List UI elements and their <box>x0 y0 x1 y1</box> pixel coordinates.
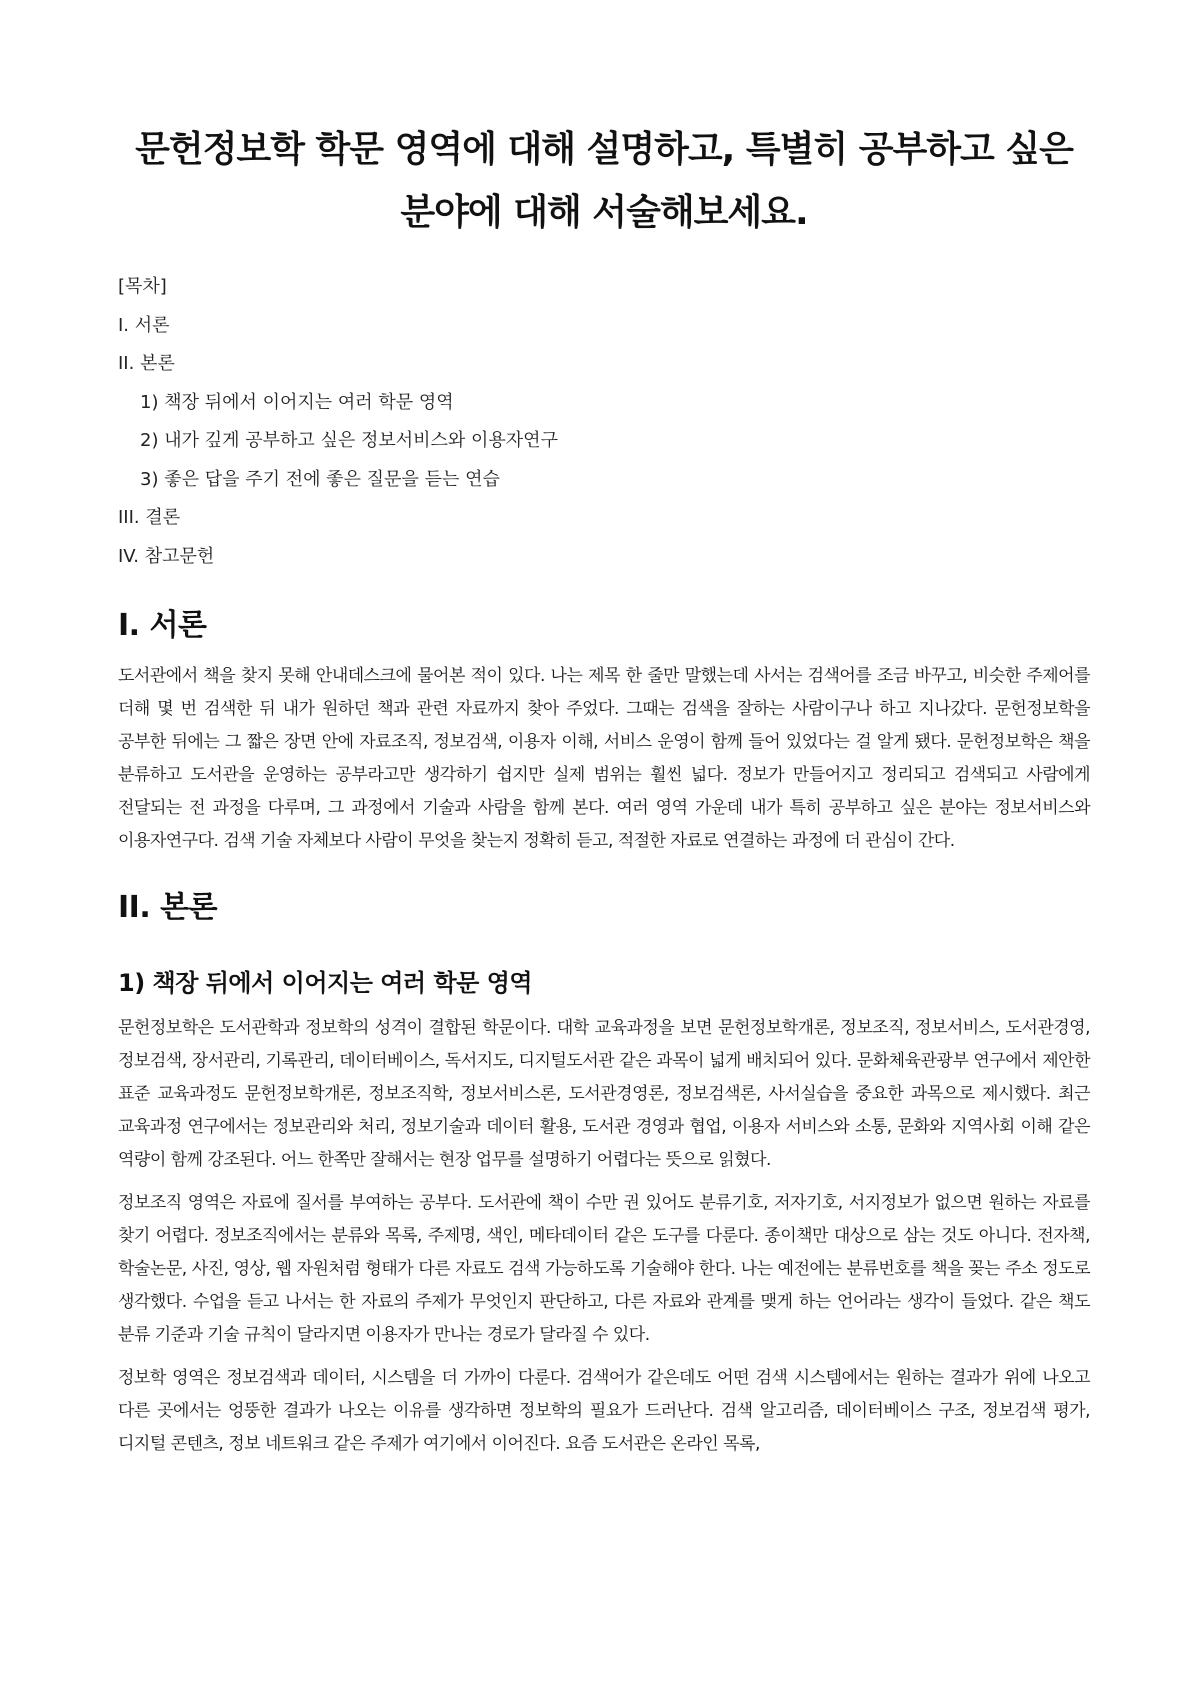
body-sub1-paragraph-3: 정보학 영역은 정보검색과 데이터, 시스템을 더 가까이 다룬다. 검색어가 같은데도 어떤 검색 시스템에서는 원하는 결과가 위에 나오고 다른 곳에서는 엉뚱한 결과가 나오는 이유를 생각하면 정보학의 필요가 드러난다. 검색 알고리즘, 데이터베이스 구조, 정보검색 평가, 디지털 콘텐츠, 정보 네트워크 같은 주제가 여기에서 이어진다. 요즘 도서관은 온라인 목록, <box>118 1368 1090 1454</box>
body-sub1-paragraph-1: 문헌정보학은 도서관학과 정보학의 성격이 결합된 학문이다. 대학 교육과정을 보면 문헌정보학개론, 정보조직, 정보서비스, 도서관경영, 정보검색, 장서관리, 기록관리, 데이터베이스, 독서지도, 디지털도서관 같은 과목이 넓게 배치되어 있다. 문화체육관광부 연구에서 제안한 표준 교육과정도 문헌정보학개론, 정보조직학, 정보서비스론, 도서관경영론, 정보검색론, 사서실습을 중요한 과목으로 제시했다. 최근 교육과정 연구에서는 정보관리와 처리, 정보기술과 데이터 활용, 도서관 경영과 협업, 이용자 서비스와 소통, 문화와 지역사회 이해 같은 역량이 함께 강조된다. 어느 한쪽만 잘해서는 현장 업무를 설명하기 어렵다는 뜻으로 읽혔다. <box>118 1018 1090 1170</box>
toc-item-body: II. 본론 <box>118 353 175 374</box>
intro-heading: I. 서론 <box>118 608 207 643</box>
body-sub1-paragraph-2: 정보조직 영역은 자료에 질서를 부여하는 공부다. 도서관에 책이 수만 권 있어도 분류기호, 저자기호, 서지정보가 없으면 원하는 자료를 찾기 어렵다. 정보조직에서는 분류와 목록, 주제명, 색인, 메타데이터 같은 도구를 다룬다. 종이책만 대상으로 삼는 것도 아니다. 전자책, 학술논문, 사진, 영상, 웹 자원처럼 형태가 다른 자료도 검색 가능하도록 기술해야 한다. 나는 예전에는 분류번호를 책을 꽂는 주소 정도로 생각했다. 수업을 듣고 나서는 한 자료의 주제가 무엇인지 판단하고, 다른 자료와 관계를 맺게 하는 언어라는 생각이 들었다. 같은 책도 분류 기준과 기술 규칙이 달라지면 이용자가 만나는 경로가 달라질 수 있다. <box>118 1193 1090 1345</box>
intro-paragraph: 도서관에서 책을 찾지 못해 안내데스크에 물어본 적이 있다. 나는 제목 한 줄만 말했는데 사서는 검색어를 조금 바꾸고, 비슷한 주제어를 더해 몇 번 검색한 뒤 내가 원하던 책과 관련 자료까지 찾아 주었다. 그때는 검색을 잘하는 사람이구나 하고 지나갔다. 문헌정보학을 공부한 뒤에는 그 짧은 장면 안에 자료조직, 정보검색, 이용자 이해, 서비스 운영이 함께 들어 있었다는 걸 알게 됐다. 문헌정보학은 책을 분류하고 도서관을 운영하는 공부라고만 생각하기 쉽지만 실제 범위는 훨씬 넓다. 정보가 만들어지고 정리되고 검색되고 사람에게 전달되는 전 과정을 다루며, 그 과정에서 기술과 사람을 함께 본다. 여러 영역 가운데 내가 특히 공부하고 싶은 분야는 정보서비스와 이용자연구다. 검색 기술 자체보다 사람이 무엇을 찾는지 정확히 듣고, 적절한 자료로 연결하는 과정에 더 관심이 간다. <box>118 666 1090 851</box>
toc-item-body-3: 3) 좋은 답을 주기 전에 좋은 질문을 듣는 연습 <box>140 468 500 490</box>
toc-item-intro: I. 서론 <box>118 314 170 336</box>
body-heading: II. 본론 <box>118 890 218 925</box>
toc-item-conclusion: III. 결론 <box>118 507 181 528</box>
body-sub1-heading: 1) 책장 뒤에서 이어지는 여러 학문 영역 <box>118 969 533 997</box>
table-of-contents <box>118 268 1090 576</box>
document-title: 문헌정보학 학문 영역에 대해 설명하고, 특별히 공부하고 싶은 분야에 대해 서술해보세요. <box>135 129 1073 233</box>
toc-item-body-2: 2) 내가 깊게 공부하고 싶은 정보서비스와 이용자연구 <box>140 430 558 451</box>
toc-item-body-1: 1) 책장 뒤에서 이어지는 여러 학문 영역 <box>140 391 454 413</box>
toc-heading: [목차] <box>118 276 167 297</box>
toc-item-references: IV. 참고문헌 <box>118 545 215 567</box>
